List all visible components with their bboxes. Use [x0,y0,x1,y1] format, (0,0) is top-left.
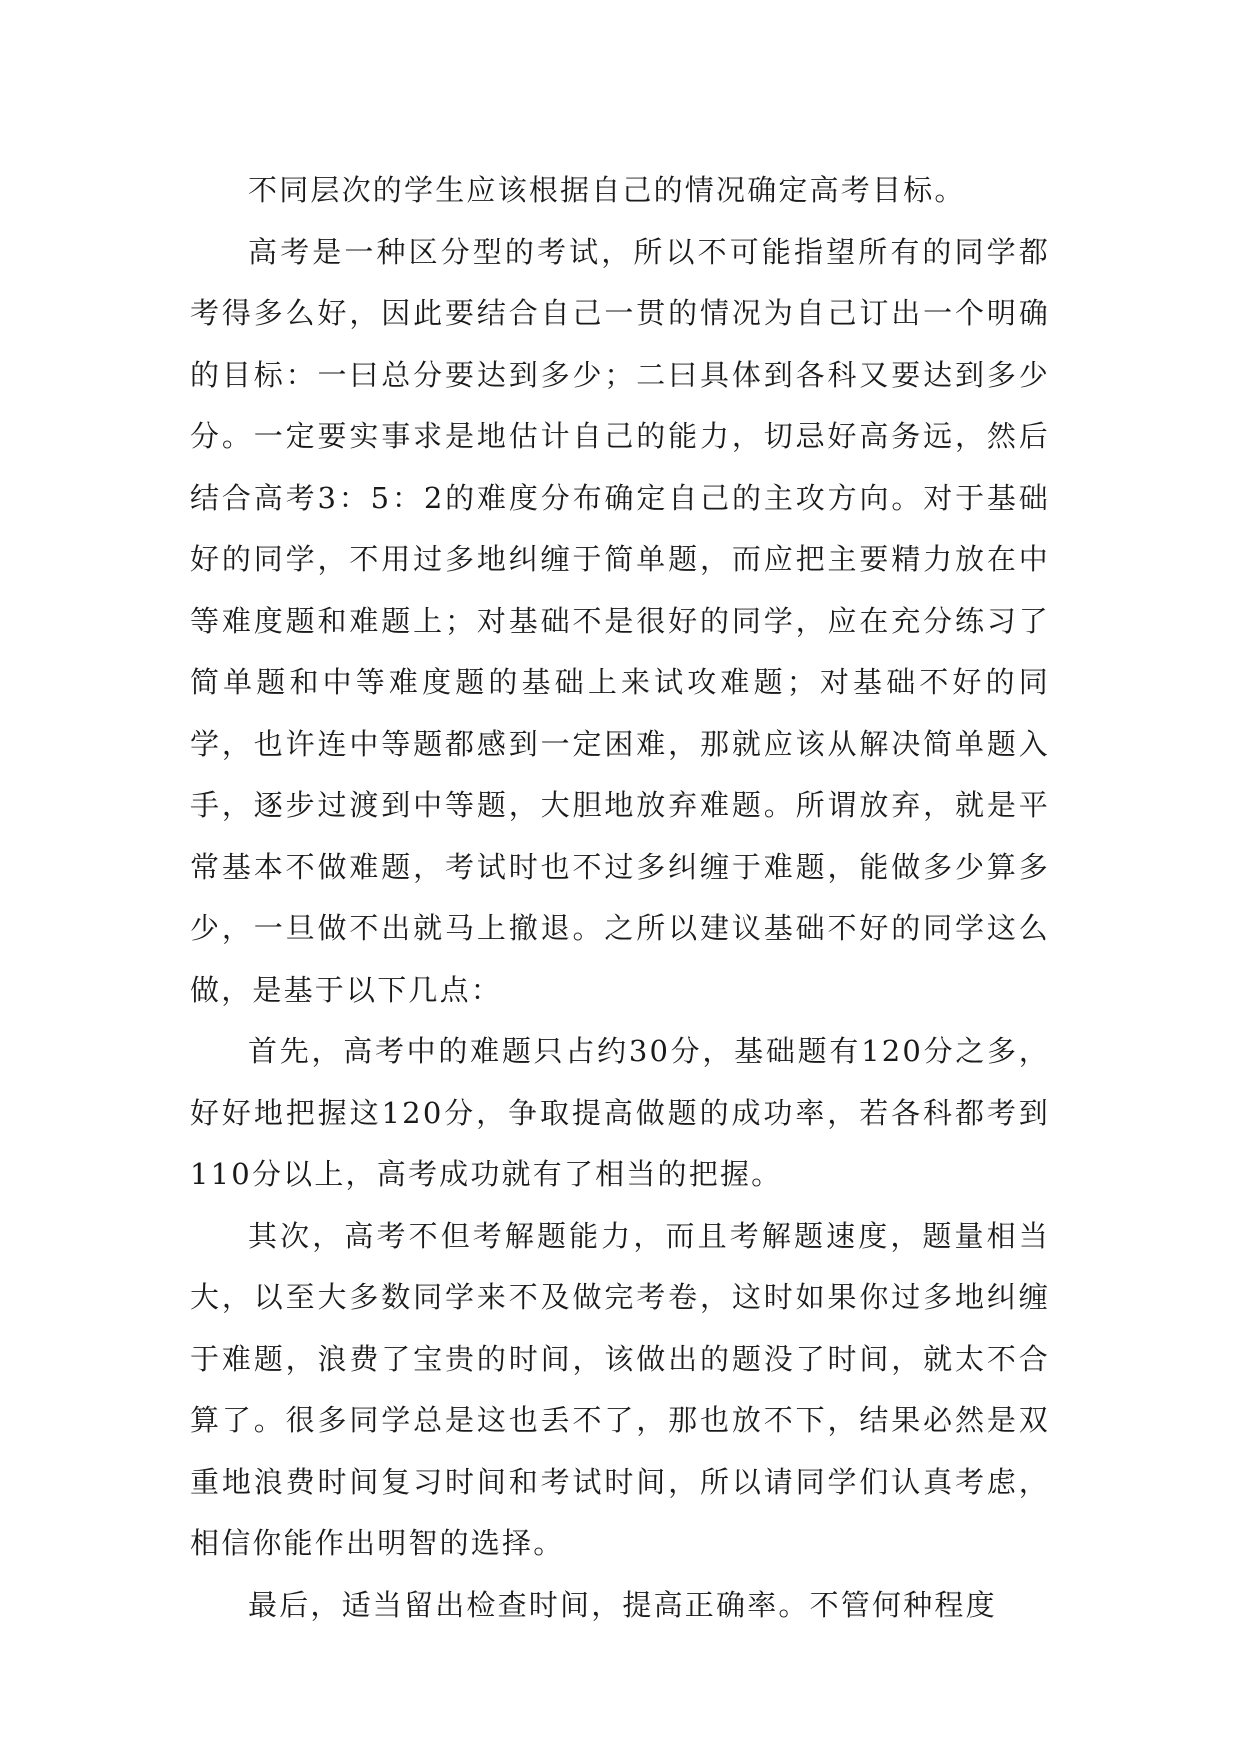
paragraph-intro: 不同层次的学生应该根据自己的情况确定高考目标。 [248,173,966,207]
document-body [190,160,1050,1636]
paragraph-second-point: 其次，高考不但考解题能力，而且考解题速度，题量相当大，以至大多数同学来不及做完考卷，这时如果你过多地纠缠于难题，浪费了宝贵的时间，该做出的题没了时间，就太不合算了。很多同学总是这也丢不了，那也放不下，结果必然是双重地浪费时间复习时间和考试时间，所以请同学们认真考虑，相信你能作出明智的选择。 [190,1218,1050,1560]
paragraph-last-point: 最后，适当留出检查时间，提高正确率。不管何种程度 [248,1587,997,1622]
paragraph-target-setting: 高考是一种区分型的考试，所以不可能指望所有的同学都考得多么好，因此要结合自己一贯的情况为自己订出一个明确的目标：一曰总分要达到多少；二曰具体到各科又要达到多少分。一定要实事求是地估计自己的能力，切忌好高务远，然后结合高考3：5：2的难度分布确定自己的主攻方向。对于基础好的同学，不用过多地纠缠于简单题，而应把主要精力放在中等难度题和难题上；对基础不是很好的同学，应在充分练习了简单题和中等难度题的基础上来试攻难题；对基础不好的同学，也许连中等题都感到一定困难，那就应该从解决简单题入手，逐步过渡到中等题，大胆地放弃难题。所谓放弃，就是平常基本不做难题，考试时也不过多纠缠于难题，能做多少算多少，一旦做不出就马上撤退。之所以建议基础不好的同学这么做，是基于以下几点： [190,234,1050,1007]
paragraph-first-point: 首先，高考中的难题只占约30分，基础题有120分之多，好好地把握这120分，争取提高做题的成功率，若各科都考到110分以上，高考成功就有了相当的把握。 [190,1034,1050,1191]
